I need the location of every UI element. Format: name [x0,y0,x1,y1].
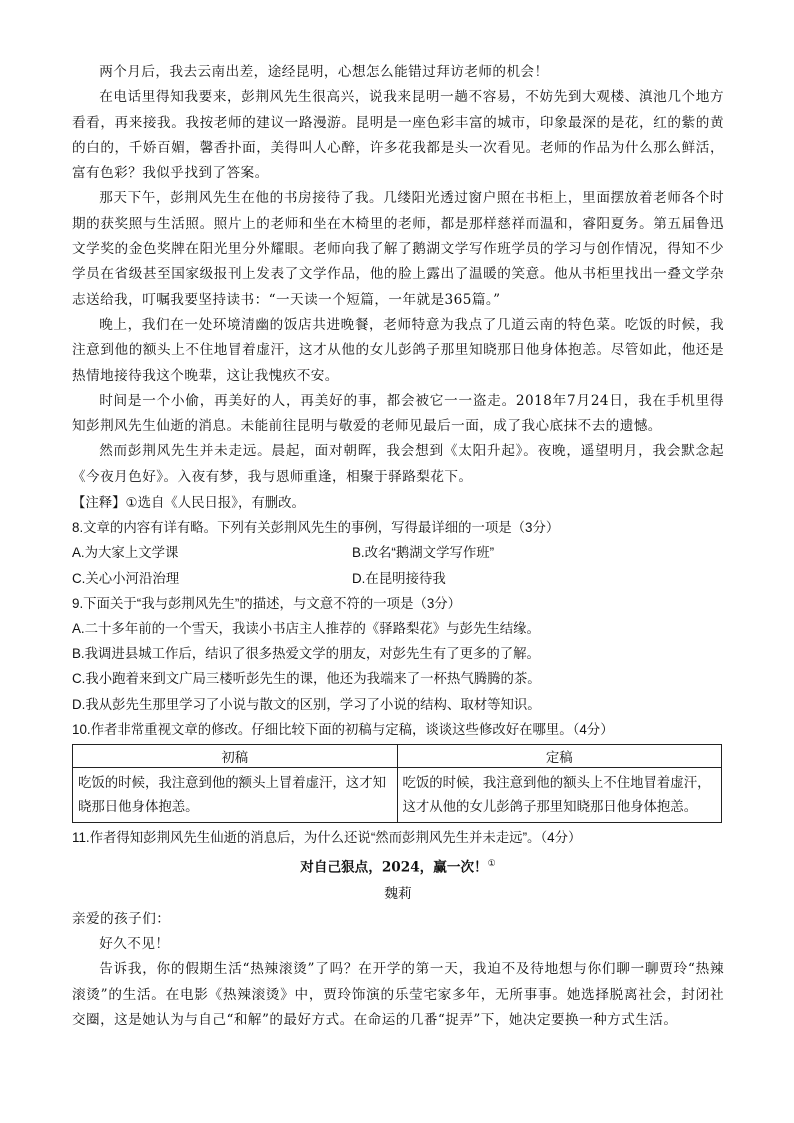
table-header-row [73,745,722,768]
exam-page [72,60,724,1033]
paragraph: 时间是一个小偷，再美好的人，再美好的事，都会被它一一盗走。2018年7月24日，我在手机里得知彭荆风先生仙逝的消息。未能前往昆明与敬爱的老师见最后一面，成了我心底抹不去的遗憾。 [72,392,724,435]
article-2-body [72,907,724,1033]
option-a: A.二十多年前的一个雪天，我读小书店主人推荐的《驿路梨花》与彭先生结缘。 [72,621,540,637]
header-final: 定稿 [397,745,722,768]
paragraph: 那天下午，彭荆风先生在他的书房接待了我。几缕阳光透过窗户照在书柜上，里面摆放着老师各个时期的获奖照与生活照。照片上的老师和坐在木椅里的老师，都是那样慈祥而温和，睿阳夏务。第五届鲁迅文学奖的金色奖牌在阳光里分外耀眼。老师向我了解了鹅湖文学写作班学员的学习与创作情况，得知不少学员在省级甚至国家级报刊上发表了文学作品，他的脸上露出了温暖的笑意。他从书柜里找出一叠文学杂志送给我，叮嘱我要坚持读书：“一天读一个短篇，一年就是365篇。” [72,190,724,308]
question-8-options-row-1 [72,540,724,565]
question-10-stem: 10.作者非常重视文章的修改。仔细比较下面的初稿与定稿，谈谈这些修改好在哪里。（4分） [72,721,614,737]
option-c: C.关心小河沿治理 [72,570,180,586]
paragraph: 告诉我，你的假期生活“热辣滚烫”了吗？在开学的第一天，我迫不及待地想与你们聊一聊贾玲“热辣滚烫”的生活。在电影《热辣滚烫》中，贾玲饰演的乐莹宅家多年，无所事事。她选择脱离社会，封闭社交圈，这是她认为与自己“和解”的最好方式。在命运的几番“捉弄”下，她决定要换一种方式生活。 [72,961,724,1028]
draft-text: 吃饭的时候，我注意到他的额头上冒着虚汗，这才知晓那日他身体抱恙。 [73,768,398,823]
paragraph: 晚上，我们在一处环境清幽的饭店共进晚餐，老师特意为我点了几道云南的特色菜。吃饭的时候，我注意到他的额头上不住地冒着虚汗，这才从他的女儿彭鸽子那里知晓那日他身体抱恙。尽管如此，他还是热情地接待我这个晚辈，这让我愧疚不安。 [72,316,724,384]
paragraph: 两个月后，我去云南出差，途经昆明，心想怎么能错过拜访老师的机会！ [99,64,549,80]
article-2-title-text: 对自己狠点，2024，赢一次！ [300,859,488,876]
paragraph: 在电话里得知我要来，彭荆风先生很高兴，说我来昆明一趟不容易，不妨先到大观楼、滇池几个地方看看，再来接我。我按老师的建议一路漫游。昆明是一座色彩丰富的城市，印象最深的是花，红的紫的黄的白的，千娇百媚，馨香扑面，美得叫人心醉，许多花我都是头一次看见。老师的作品为什么那么鲜活，富有色彩？我似乎找到了答案。 [72,89,724,182]
question-8-stem: 8.文章的内容有详有略。下列有关彭荆风先生的事例，写得最详细的一项是（3分） [72,520,560,536]
source-note: 【注释】①选自《人民日报》，有删改。 [72,495,305,511]
question-9-stem: 9.下面关于“我与彭荆风先生”的描述，与文意不符的一项是（3分） [72,595,462,611]
option-d: D.我从彭先生那里学习了小说与散文的区别，学习了小说的结构、取材等知识。 [72,696,541,712]
salutation: 亲爱的孩子们： [72,910,171,927]
option-b: B.我调进县城工作后，结识了很多热爱文学的朋友，对彭先生有了更多的了解。 [72,646,540,662]
option-b: B.改名“鹅湖文学写作班” [352,545,495,561]
draft-comparison-table [72,744,722,823]
footnote-marker: ① [487,859,496,870]
article-2-title [72,852,724,881]
paragraph: 好久不见！ [99,936,170,953]
question-8-options-row-2 [72,566,724,591]
option-c: C.我小跑着来到文广局三楼听彭先生的课，他还为我端来了一杯热气腾腾的茶。 [72,671,541,687]
questions-section [72,490,724,742]
question-11-stem: 11.作者得知彭荆风先生仙逝的消息后，为什么还说“然而彭荆风先生并未走远”。（4分） [72,830,582,846]
final-text: 吃饭的时候，我注意到他的额头上不住地冒着虚汗，这才从他的女儿彭鸽子那里知晓那日他身体抱恙。 [397,768,722,823]
option-a: A.为大家上文学课 [72,545,179,561]
header-draft: 初稿 [73,745,398,768]
article-2-author: 魏莉 [384,885,412,902]
paragraph: 然而彭荆风先生并未走远。晨起，面对朝晖，我会想到《太阳升起》。夜晚，遥望明月，我会默念起《今夜月色好》。入夜有梦，我与恩师重逢，相聚于驿路梨花下。 [72,443,724,485]
article-passage [72,60,724,490]
question-11 [72,825,724,850]
table-row [73,768,722,823]
option-d: D.在昆明接待我 [352,570,446,586]
